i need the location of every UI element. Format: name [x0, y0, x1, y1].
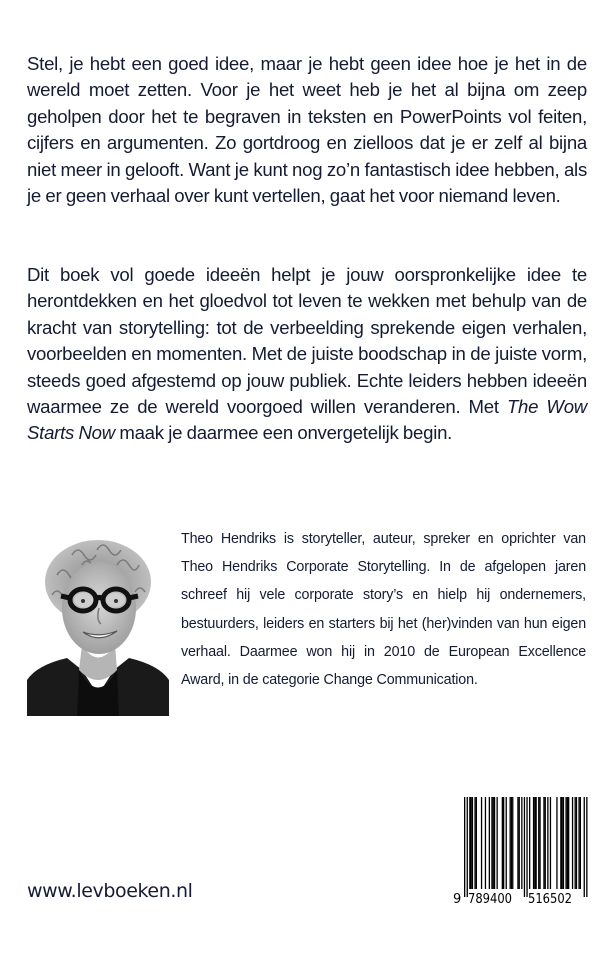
barcode-bar: [512, 797, 513, 889]
barcode-guard-bar: [526, 797, 527, 897]
barcode-bar: [474, 797, 475, 889]
barcode-bar: [517, 797, 518, 889]
barcode-bar: [476, 797, 477, 889]
barcode-first-digit: 9: [453, 892, 462, 905]
barcode-bar: [563, 797, 564, 889]
barcode-bar: [533, 797, 534, 889]
barcode-guard-bar: [464, 797, 465, 897]
barcode-right-digits: 516502: [528, 892, 572, 905]
barcode-bar: [481, 797, 482, 889]
barcode-bar: [511, 797, 512, 889]
publisher-website-link[interactable]: www.levboeken.nl: [27, 880, 193, 902]
barcode-bar: [565, 797, 566, 889]
author-photo: [27, 520, 169, 716]
barcode-bar: [568, 797, 569, 889]
barcode-bar: [497, 797, 498, 889]
barcode-bar: [510, 797, 511, 889]
barcode-bar: [580, 797, 581, 889]
barcode-bars: [464, 797, 588, 897]
book-title: The Wow Starts Now: [27, 396, 587, 444]
barcode-bar: [547, 797, 548, 889]
barcode-bar: [489, 797, 490, 889]
barcode-bar: [562, 797, 563, 889]
barcode-guard-bar: [467, 797, 468, 897]
barcode-guard-bar: [586, 797, 587, 897]
barcode-bar: [567, 797, 568, 889]
barcode-bar: [534, 797, 535, 889]
author-bio: Theo Hendriks is storyteller, auteur, spreker en oprichter van Theo Hendriks Corporate Storytelling. In de afgelopen jaren schreef hij vele corporate story’s en hielp hij ondernemers, bestuurders, leiders en starters bij het (her)vinden van hun eigen verhaal. Daarmee won hij in 2010 de European Excellence Award, in de categorie Change Communication.: [181, 531, 586, 689]
barcode-bar: [485, 797, 486, 889]
barcode-bar: [576, 797, 577, 889]
barcode-bar: [519, 797, 520, 889]
barcode-bar: [493, 797, 494, 889]
barcode-guard-bar: [524, 797, 525, 897]
blurb-paragraph-2-text-a: Dit boek vol goede ideeën helpt je jouw oorspronkelijke idee te herontdekken en het gloedvol tot leven te wekken met behulp van de kracht van storytelling: tot de verbeelding sprekende eigen verhalen, voorbeelden en momenten. Met de juiste boodschap in de juiste vorm, steeds goed afgestemd op jouw publiek. Echte leiders hebben ideeën waarmee ze de wereld voorgoed willen veranderen. Met: [27, 264, 587, 418]
barcode-bar: [503, 797, 504, 889]
barcode-bar: [575, 797, 576, 889]
barcode-left-digits: 789400: [468, 892, 512, 905]
barcode-guard-bar: [584, 797, 585, 897]
blurb-paragraph-2: [27, 262, 587, 447]
blurb-paragraph-2-text-b: maak je daarmee een onvergetelijk begin.: [114, 422, 453, 444]
barcode-bar: [538, 797, 539, 889]
barcode-graphic: [452, 797, 592, 905]
barcode-bar: [491, 797, 492, 889]
barcode-bar: [502, 797, 503, 889]
barcode-bar: [506, 797, 507, 889]
barcode-bar: [472, 797, 473, 889]
barcode-bar: [543, 797, 544, 889]
blurb-paragraph-1: Stel, je hebt een goed idee, maar je hebt geen idee hoe je het in de wereld moet zetten. Voor je het weet heb je het al bijna om zeep geholpen door het te begraven in teksten en PowerPoints vol feiten, cijfers en argumenten. Zo gortdroog en zielloos dat je er zelf al bijna niet meer in gelooft. Want je kunt nog zo’n fantastisch idee hebben, als je er geen verhaal over kunt vertellen, gaat het voor niemand leven.: [27, 53, 587, 207]
barcode-bar: [545, 797, 546, 889]
barcode-bar: [578, 797, 579, 889]
barcode-bar: [536, 797, 537, 889]
barcode-bar: [469, 797, 470, 889]
barcode-bar: [494, 797, 495, 889]
barcode-bar: [556, 797, 557, 889]
barcode-bar: [471, 797, 472, 889]
barcode-bar: [550, 797, 551, 889]
barcode-bar: [521, 797, 522, 889]
barcode-bar: [560, 797, 561, 889]
barcode-bar: [572, 797, 573, 889]
barcode-bar: [539, 797, 540, 889]
author-portrait-illustration: [27, 520, 169, 716]
isbn-barcode: [452, 797, 592, 905]
barcode-bar: [529, 797, 530, 889]
